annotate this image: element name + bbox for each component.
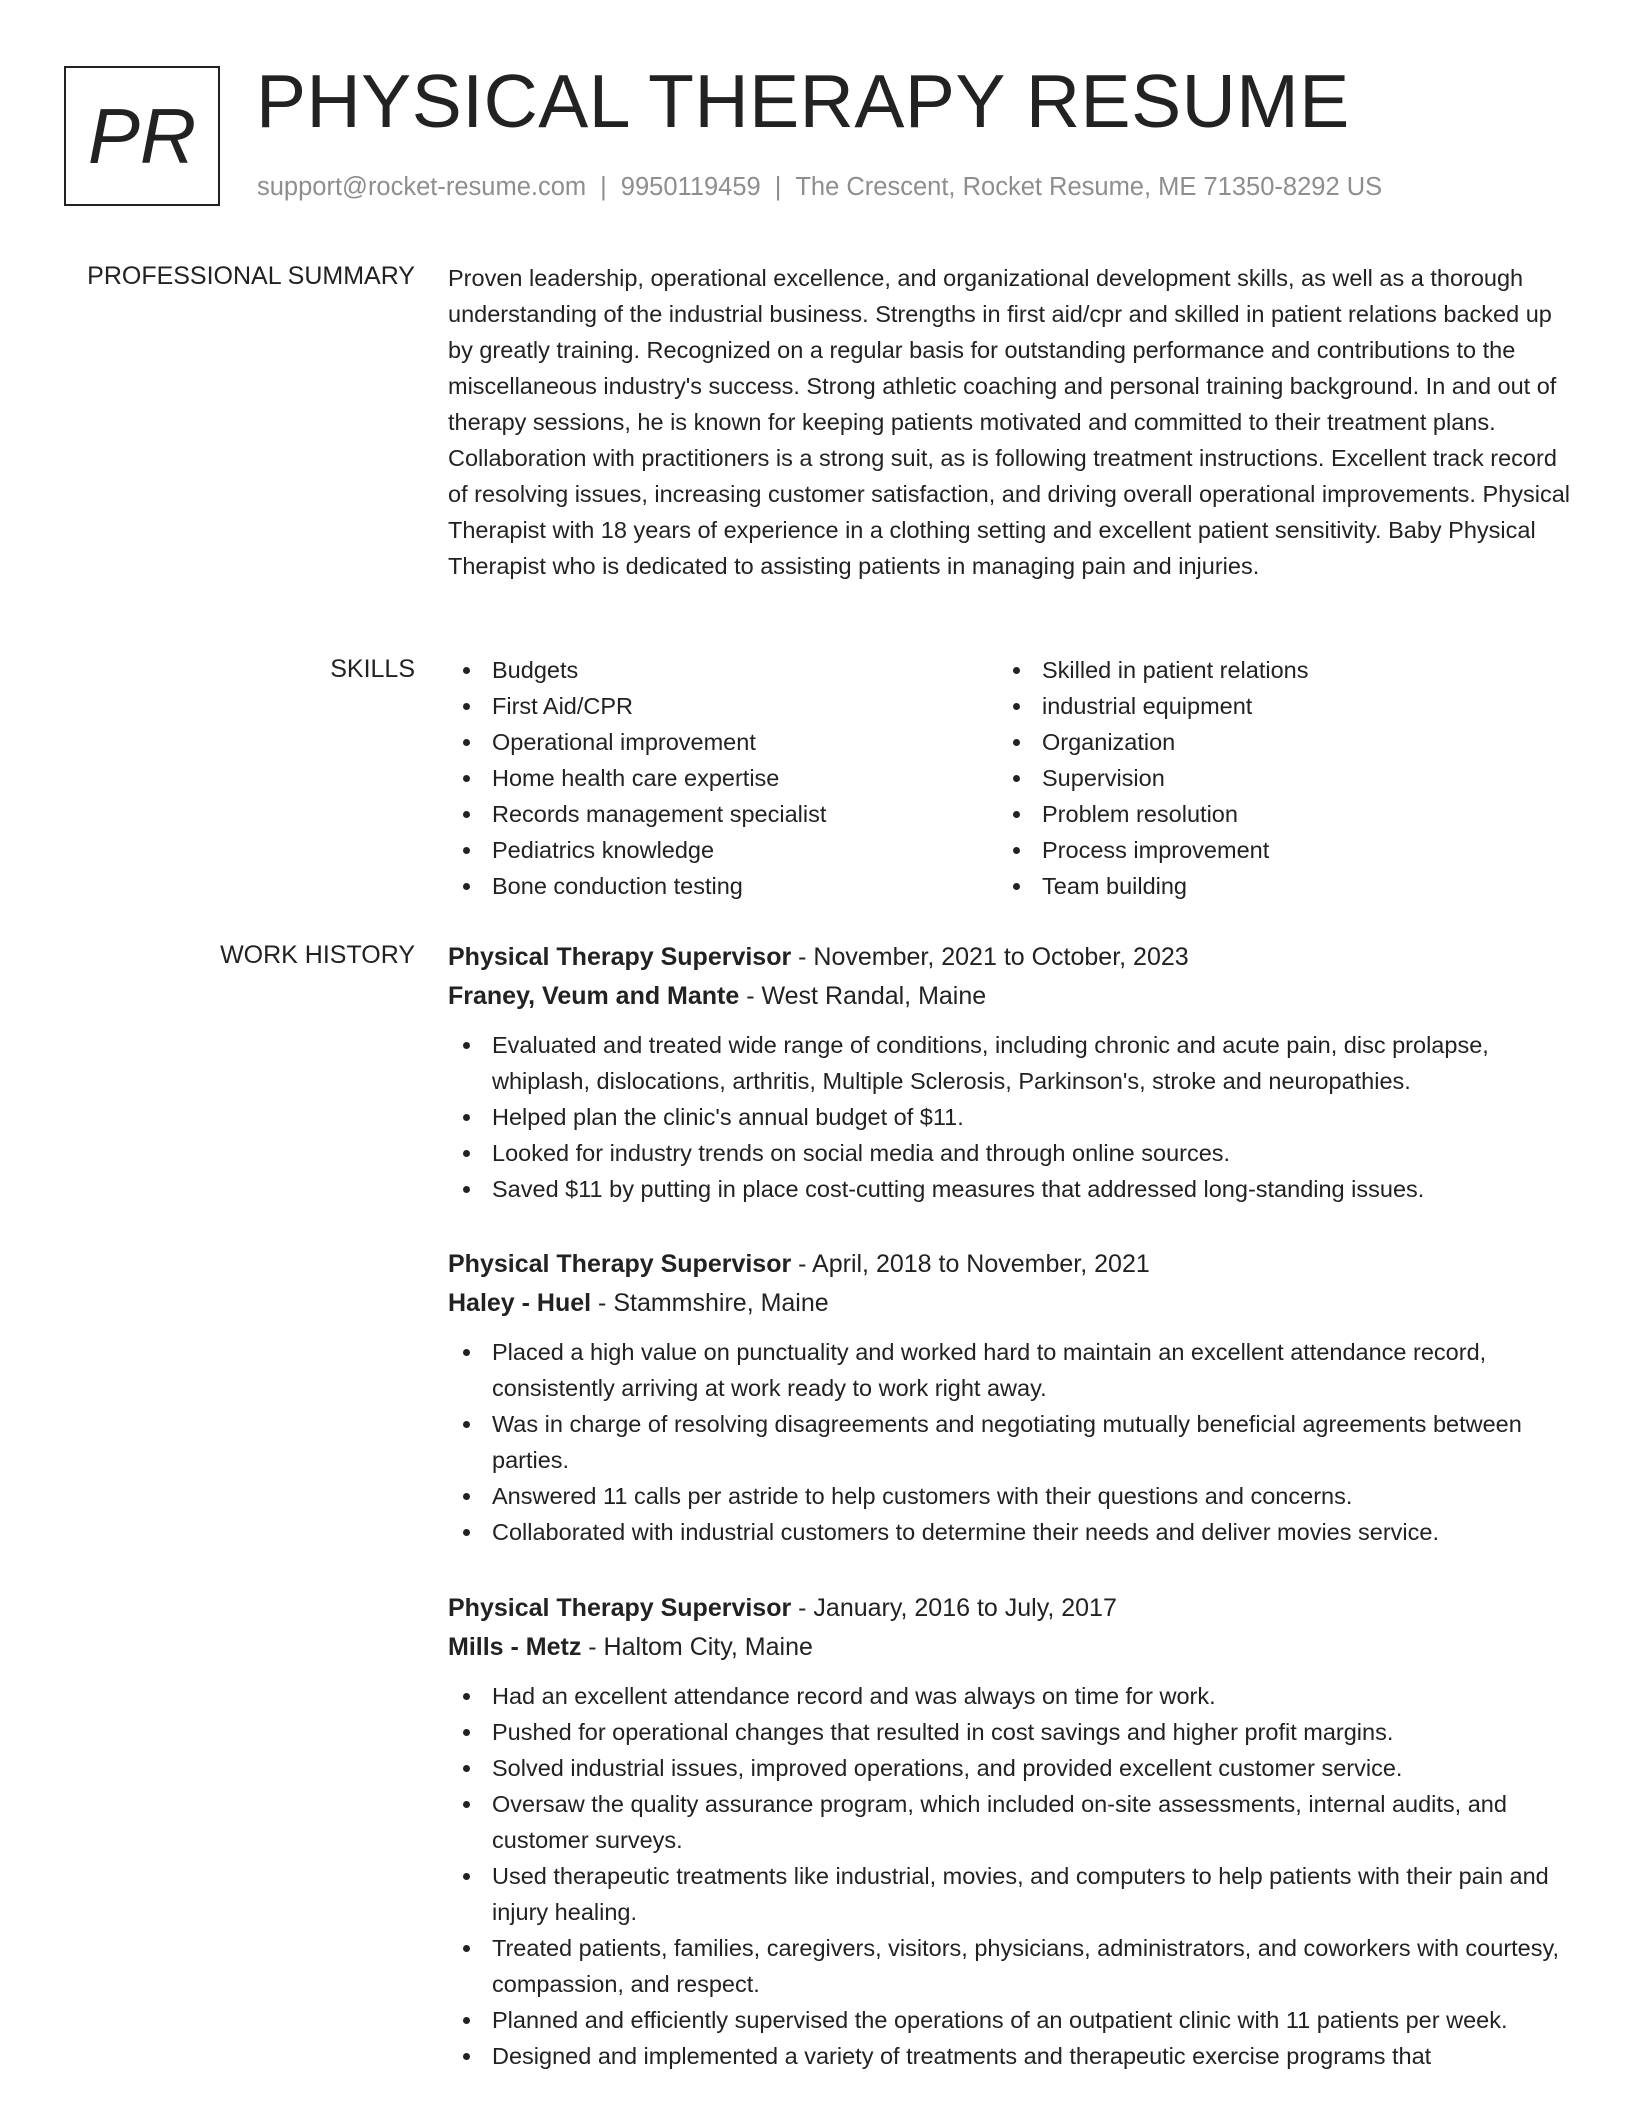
job-title: Physical Therapy Supervisor [448,1594,792,1622]
skill-item: Problem resolution [998,796,1309,832]
skill-item: Operational improvement [448,724,826,760]
job-title-line [448,1588,1578,1628]
job-title-line [448,937,1578,977]
skill-item: Home health care expertise [448,760,826,796]
list-item: Pushed for operational changes that resulted in cost savings and higher profit margins. [448,1714,1578,1750]
resume-title: PHYSICAL THERAPY RESUME [256,59,1350,143]
job-bullets [448,1678,1578,2074]
contact-address: The Crescent, Rocket Resume, ME 71350-8292 US [795,173,1383,201]
skill-item: Pediatrics knowledge [448,832,826,868]
work-history-heading: WORK HISTORY [220,941,415,969]
list-item: Placed a high value on punctuality and worked hard to maintain an excellent attendance record, consistently arriving at work ready to work right away. [448,1334,1578,1406]
list-item: Answered 11 calls per astride to help customers with their questions and concerns. [448,1478,1578,1514]
job-entry [448,937,1578,1207]
skill-item: Supervision [998,760,1309,796]
skill-item: Records management specialist [448,796,826,832]
list-item: Had an excellent attendance record and was always on time for work. [448,1678,1578,1714]
skills-heading: SKILLS [330,655,415,683]
job-entry [448,1244,1578,1550]
summary-heading: PROFESSIONAL SUMMARY [87,262,415,290]
job-company-line [448,1284,1578,1322]
job-company-line [448,1628,1578,1666]
contact-line [257,173,1382,202]
list-item: Solved industrial issues, improved operations, and provided excellent customer service. [448,1750,1578,1786]
job-entry [448,1588,1578,2074]
job-bullets [448,1334,1578,1550]
job-location: - West Randal, Maine [739,982,987,1010]
job-company: Franey, Veum and Mante [448,982,740,1010]
job-company-line [448,977,1578,1015]
skill-item: Team building [998,868,1309,904]
list-item: Evaluated and treated wide range of conditions, including chronic and acute pain, disc prolapse, whiplash, dislocations, arthritis, Multiple Sclerosis, Parkinson's, stroke and neuropathies. [448,1027,1578,1099]
list-item: Used therapeutic treatments like industrial, movies, and computers to help patients with their pain and injury healing. [448,1858,1578,1930]
list-item: Collaborated with industrial customers to determine their needs and deliver movies service. [448,1514,1578,1550]
list-item: Planned and efficiently supervised the operations of an outpatient clinic with 11 patients per week. [448,2002,1578,2038]
list-item: Treated patients, families, caregivers, visitors, physicians, administrators, and coworkers with courtesy, compassion, and respect. [448,1930,1578,2002]
skill-item: Budgets [448,652,826,688]
skill-item: Organization [998,724,1309,760]
job-location: - Haltom City, Maine [581,1633,813,1661]
list-item: Saved $11 by putting in place cost-cutting measures that addressed long-standing issues. [448,1171,1578,1207]
job-dates: - January, 2016 to July, 2017 [791,1594,1117,1622]
contact-phone[interactable]: 9950119459 [620,173,761,201]
job-dates: - November, 2021 to October, 2023 [791,943,1189,971]
list-item: Designed and implemented a variety of treatments and therapeutic exercise programs that [448,2038,1578,2074]
job-location: - Stammshire, Maine [591,1289,829,1317]
list-item: Oversaw the quality assurance program, which included on-site assessments, internal audits, and customer surveys. [448,1786,1578,1858]
job-title-line [448,1244,1578,1284]
job-title: Physical Therapy Supervisor [448,1250,792,1278]
skill-item: Skilled in patient relations [998,652,1309,688]
job-title: Physical Therapy Supervisor [448,943,792,971]
contact-email[interactable]: support@rocket-resume.com [257,173,587,201]
job-dates: - April, 2018 to November, 2021 [791,1250,1150,1278]
skills-list-right [998,652,1309,904]
list-item: Was in charge of resolving disagreements and negotiating mutually beneficial agreements between parties. [448,1406,1578,1478]
summary-text: Proven leadership, operational excellence, and organizational development skills, as well as a thorough understanding of the industrial business. Strengths in first aid/cpr and skilled in patient relations backed up by greatly training. Recognized on a regular basis for outstanding performance and contributions to the miscellaneous industry's success. Strong athletic coaching and personal training background. In and out of therapy sessions, he is known for keeping patients motivated and committed to their treatment plans. Collaboration with practitioners is a strong suit, as is following treatment instructions. Excellent track record of resolving issues, increasing customer satisfaction, and driving overall operational improvements. Physical Therapist with 18 years of experience in a clothing setting and excellent patient sensitivity. Baby Physical Therapist who is dedicated to assisting patients in managing pain and injuries. [448,265,1570,579]
skill-item: Process improvement [998,832,1309,868]
monogram-logo: PR [64,66,220,206]
contact-separator: | [600,173,607,201]
job-bullets [448,1027,1578,1207]
list-item: Looked for industry trends on social media and through online sources. [448,1135,1578,1171]
skill-item: First Aid/CPR [448,688,826,724]
job-company: Haley - Huel [448,1289,592,1317]
skill-item: Bone conduction testing [448,868,826,904]
skill-item: industrial equipment [998,688,1309,724]
skills-list-left [448,652,826,904]
list-item: Helped plan the clinic's annual budget of $11. [448,1099,1578,1135]
job-company: Mills - Metz [448,1633,582,1661]
contact-separator: | [774,173,782,201]
